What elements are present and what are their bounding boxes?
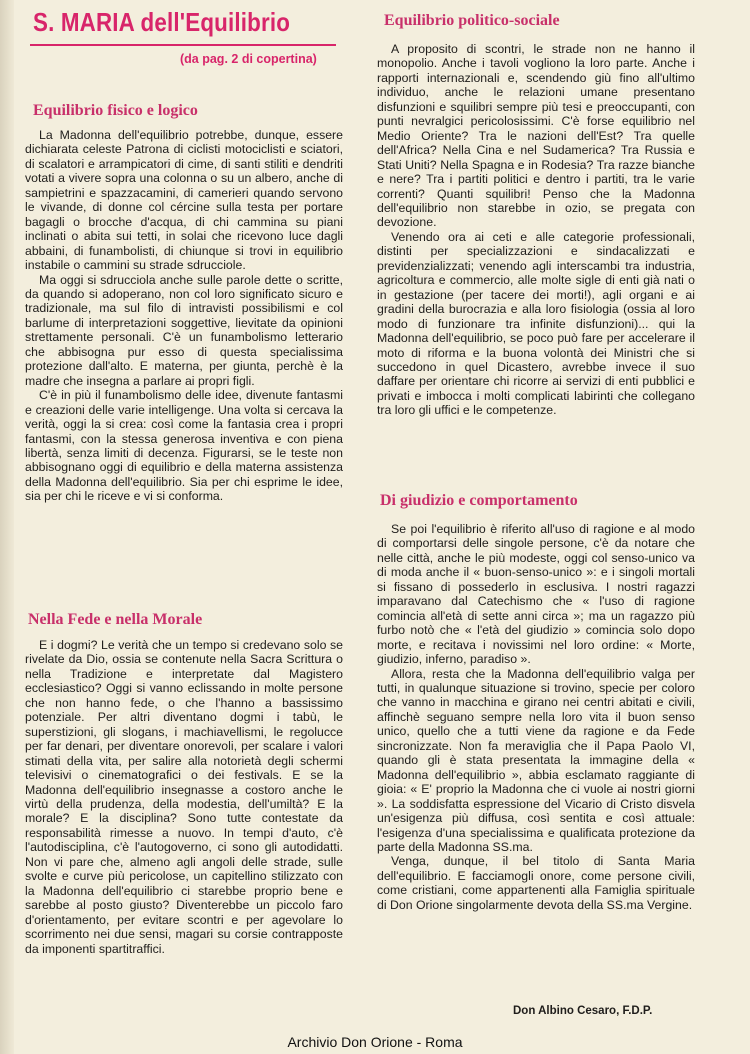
section-heading-politico: Equilibrio politico-sociale	[384, 12, 560, 29]
author-signature: Don Albino Cesaro, F.D.P.	[513, 1005, 653, 1017]
section-body-politico	[377, 42, 695, 418]
article-subtitle: (da pag. 2 di copertina)	[180, 52, 317, 66]
page-binding-edge	[0, 0, 14, 1054]
section-body-fede	[25, 638, 343, 956]
paragraph: La Madonna dell'equilibrio potrebbe, dunque, essere dichiarata celeste Patrona di ciclisti motociclisti e sciatori, di scalatori e arrampicatori di cime, di santi stiliti e dendriti votati a vivere sopra una colonna o su un albero, anche di sampietrini e spazzacamini, di camerieri quando servono le vivande, di donne col cércine sulla testa per portare bagagli o brocche d'acqua, di chi cammina su piani inclinati o abita sui tetti, in solai che ricevono luce dagli abbaini, di funambolisti, di chiunque si trovi in equilibrio instabile o cammini su strade sdrucciole.	[25, 128, 343, 273]
paragraph: Venendo ora ai ceti e alle categorie professionali, distinti per specializzazioni e sindacalizzati e previdenzializzati; venendo agli interscambi tra industria, agricoltura e commercio, alle molte sigle di enti già nati o in gestazione (per tacere dei morti!), agli organi e ai gradini della burocrazia e alla loro fisiologia (ossia al loro modo di funzionare tra infinite disfunzioni)... qui la Madonna dell'equilibrio, se poco può fare per accelerare il moto di riforma e la buona volontà dei Ministri che si succedono in quel Dicastero, avrebbe invece il suo daffare per orientare chi ricorre ai servizi di enti pubblici e privati e imbocca i molti complicati labirinti che collegano tra loro gli uffici e le competenze.	[377, 229, 695, 418]
paragraph: Venga, dunque, il bel titolo di Santa Maria dell'equilibrio. E facciamogli onore, come persone civili, come cristiani, come appartenenti alla Famiglia spirituale di Don Orione singolarmente devota della SS.ma Vergine.	[377, 854, 695, 912]
section-body-giudizio	[377, 522, 695, 912]
paragraph: Se poi l'equilibrio è riferito all'uso di ragione e al modo di comportarsi delle singole persone, c'è da notare che nelle città, anche le più modeste, oggi col senso-unico va di moda anche il « buon-senso-unico »: e i singoli mortali si fissano di possederlo in esclusiva. I nostri ragazzi imparavano dal Catechismo che « l'uso di ragione comincia all'età di sette anni circa »; ma un ragazzo più furbo notò che « l'età del giudizio » comincia solo dopo morte, e recitava i novissimi nel loro ordine: « Morte, giudizio, inferno, paradiso ».	[377, 522, 695, 667]
paragraph: Allora, resta che la Madonna dell'equilibrio valga per tutti, in qualunque situazione si trovino, specie per coloro che vanno in macchina e girano nei centri abitati e civili, affinchè seguano sempre nella loro vita il buon senso unico, quello che a tutti viene da ragione e da Fede sincronizzate. Non fa meraviglia che il Papa Paolo VI, quando gli è stata presentata la immagine della « Madonna dell'equilibrio », abbia esclamato raggiante di gioia: « E' proprio la Madonna che ci vuole ai nostri giorni ». La soddisfatta espressione del Vicario di Cristo disvela un'esigenza più diffusa, così sentita e così attuale: l'esigenza d'una specialissima e qualificata protezione da parte della Madonna SS.ma.	[377, 666, 695, 854]
section-heading-fede: Nella Fede e nella Morale	[28, 611, 203, 628]
title-underline	[30, 44, 336, 46]
paragraph: Ma oggi si sdrucciola anche sulle parole dette o scritte, da quando si adoperano, non col loro significato sicuro e tradizionale, ma sul filo di intravisti possibilismi e col barlume di interpretazioni soggettive, lievitate da opinioni strettamente personali. C'è un funambolismo letterario che abbisogna pur esso di questa specialissima protezione dall'alto. E materna, per giunta, perchè è la madre che insegna a parlare ai propri figli.	[25, 272, 343, 388]
section-body-fisico	[25, 128, 343, 504]
archive-footer: Archivio Don Orione - Roma	[287, 1034, 463, 1050]
section-heading-fisico: Equilibrio fisico e logico	[33, 102, 198, 119]
section-heading-giudizio: Di giudizio e comportamento	[380, 492, 578, 509]
paragraph: A proposito di scontri, le strade non ne hanno il monopolio. Anche i tavoli vogliono la loro parte. Anche i rapporti internazionali e, scendendo giù fino all'ultimo individuo, anche le relazioni umane presentano disfunzioni e squilibri sempre più tesi e preoccupanti, con punti nevralgici pericolosissimi. C'è forse equilibrio nel Medio Oriente? Tra le nazioni dell'Est? Tra quelle dell'Africa? Nella Cina e nel Sudamerica? Tra Russia e Stati Uniti? Nella Spagna e in Rodesia? Tra razze bianche e nere? Tra i partiti politici e dentro i partiti, tra le varie correnti? Quanti squilibri! Penso che la Madonna dell'equilibrio non starebbe in ozio, se pregata con devozione.	[377, 42, 695, 230]
paragraph: C'è in più il funambolismo delle idee, divenute fantasmi e creazioni delle varie intelligenge. Una volta si cercava la verità, oggi la si crea: così come la fantasia crea i propri fantasmi, con la stessa generosa inventiva e con piena libertà, senza limiti di decenza. Figurarsi, se le teste non abbisognano oggi di equilibrio e della materna assistenza della Madonna dell'equilibrio. Sia per chi esprime le idee, sia per chi le riceve e vi si conforma.	[25, 388, 343, 504]
article-title: S. MARIA dell'Equilibrio	[33, 7, 291, 37]
paragraph: E i dogmi? Le verità che un tempo si credevano solo se rivelate da Dio, ossia se contenute nella Sacra Scrittura o nella Tradizione e interpretate dal Magistero ecclesiastico? Oggi si vanno eclissando in molte persone che non hanno fede, o che l'hanno a bassissimo potenziale. Per altri diventano dogmi i tabù, le superstizioni, gli slogans, i machiavellismi, le regolucce per far denari, per diventare onorevoli, per scalare i valori stimati della vita, per salire alla notorietà degli schermi televisivi o cinematografici o dei festivals. E se la Madonna dell'equilibrio insegnasse a costoro anche le virtù della prudenza, della modestia, dell'umiltà? E la morale? E la disciplina? Sono tutte contestate da responsabilità rimesse a nuovo. In tempi d'auto, c'è l'autodisciplina, c'è l'autogoverno, ci sono gli autodidatti. Non vi pare che, almeno agli angoli delle strade, sulle svolte e curve più pericolose, un capitellino stilizzato con la Madonna dell'equilibrio ci starebbe proprio bene e sarebbe al posto giusto? Diventerebbe un piccolo faro d'orientamento, per evitare scontri e per agevolare lo scorrimento nei due sensi, magari su corsie contrapposte da imponenti spartitraffici.	[25, 638, 343, 956]
